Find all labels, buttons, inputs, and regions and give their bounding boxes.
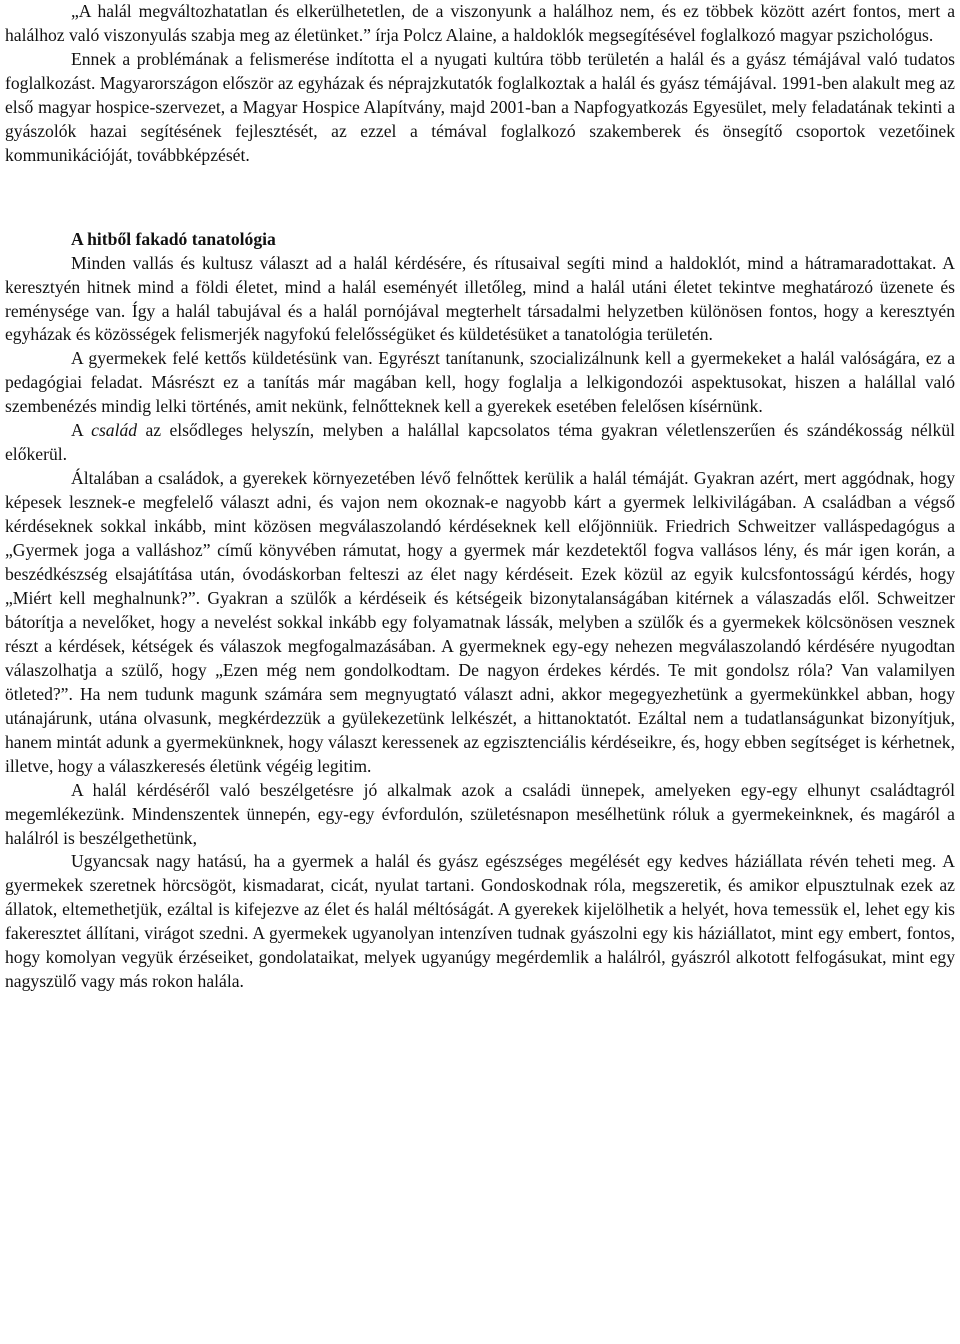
emphasized-word: család (91, 420, 138, 441)
intro-quote-paragraph: „A halál megváltozhatatlan és elkerülhetetlen, de a viszonyunk a halálhoz nem, és ez többek között azért fontos, mert a halálhoz való viszonyulás szabja meg az életünket.” írja Polcz Alaine, a haldoklók megsegítésével foglalkozó magyar pszichológus. (5, 1, 955, 45)
paragraph-3-lead: A (71, 420, 92, 441)
document-page (5, 0, 955, 994)
body-paragraph-4: Általában a családok, a gyerekek környezetében lévő felnőttek kerülik a halál témáját. Gyakran azért, mert aggódnak, hogy képesek lesznek-e megfelelő választ adni, és vajon nem okoznak-e nagyobb kárt a gyermek lelkivilágában. A családban a végső kérdéseknek sokkal inkább, mint közösen megválaszolandó kérdéseknek kell előjönniük. Friedrich Schweitzer valláspedagógus a „Gyermek joga a valláshoz” című könyvében rámutat, hogy a gyermek már kezdetektől fogva vallásos lény, és már igen korán, a beszédkészség elsajátítása után, óvodáskorban felteszi az élet nagy kérdéseit. Ezek közül az egyik kulcsfontosságú kérdés, hogy „Miért kell meghalnunk?”. Gyakran a szülők a kérdéseik és kétségeik bizonytalanságában kitérnek a válaszadás elől. Schweitzer bátorítja a nevelőket, hogy a nevelést sokkal inkább egy folyamatnak lássák, melyben a szülők és a gyermekek kölcsönösen vesznek részt a kérdések, kétségek és válaszok megfogalmazásában. A gyermeknek egy-egy nehezen megválaszolandó kérdésére nyugodtan válaszolhatja a szülő, hogy „Ezen még nem gondolkodtam. De nagyon érdekes kérdés. Te mit gondolsz róla? Van valamilyen ötleted?”. Ha nem tudunk magunk számára sem megnyugtató választ adni, akkor megegyezhetünk a gyermekünkkel abban, hogy utánajárunk, utána olvasunk, megkérdezzük a gyülekezetünk lelkészét, a hittanoktatót. Ezáltal nem a tudatlanságunkat bizonyítjuk, hanem mintát adunk a gyermekünknek, hogy választ keressenek az egzisztenciális kérdéseikre, és, hogy ebben segítséget is kérhetnek, illetve, hogy a válaszkeresés életünk végéig legitim. (5, 468, 955, 776)
section-heading: A hitből fakadó tanatológia (71, 228, 276, 249)
body-paragraph-5: A halál kérdéséről való beszélgetésre jó alkalmak azok a családi ünnepek, amelyeken egy-egy elhunyt családtagról megemlékezünk. Mindenszentek ünnepén, egy-egy évfordulón, születésnapon mesélhetünk róluk a gyermekeinknek, és magáról a halálról is beszélgethetünk, (5, 779, 955, 848)
section-spacer (5, 168, 955, 228)
intro-paragraph: Ennek a problémának a felismerése indította el a nyugati kultúra több területén a halál és a gyász témájával való tudatos foglalkozást. Magyarországon először az egyházak és néprajzkutatók foglalkoztak a halál és gyász témájával. 1991-ben alakult meg az első magyar hospice-szervezet, a Magyar Hospice Alapítvány, majd 2001-ban a Napfogyatkozás Egyesület, mely feladatának tekinti a gyászolók hazai segítésének fejlesztését, az ezzel a témával foglalkozó szakemberek és önsegítő csoportok vezetőinek kommunikációját, továbbképzését. (5, 48, 955, 165)
body-paragraph-3 (5, 419, 955, 467)
body-paragraph-6: Ugyancsak nagy hatású, ha a gyermek a halál és gyász egészséges megélését egy kedves háziállata révén teheti meg. A gyermekek szeretnek hörcsögöt, kismadarat, cicát, nyulat tartani. Gondoskodnak róla, megszeretik, és amikor elpusztulnak ezek az állatok, eltemethetjük, ezáltal is kifejezve az élet és halál méltóságát. A gyerekek kijelölhetik a helyét, hova temessük el, lehet egy kis fakeresztet állítani, virágot szedni. A gyermekek ugyanolyan intenzíven tudnak gyászolni egy kis háziállatot, mint egy embert, fontos, hogy komolyan vegyük érzéseiket, gondolataikat, melyek ugyanúgy megérdemlik a halálról, gyászról alkotott felfogásukat, mint egy nagyszülő vagy más rokon halála. (5, 851, 955, 992)
body-paragraph-2: A gyermekek felé kettős küldetésünk van. Egyrészt tanítanunk, szocializálnunk kell a gyermekeket a halál valóságára, ez a pedagógiai feladat. Másrészt ez a tanítás már magában kell, hogy foglalja a lelkigondozói aspektusokat, hiszen a halállal való szembenézés mindig lelki történés, amit nekünk, felnőtteknek kell a gyerekek esetében felelősen kísérnünk. (5, 348, 955, 417)
body-paragraph-1: Minden vallás és kultusz választ ad a halál kérdésére, és rítusaival segíti mind a haldoklót, mind a hátramaradottakat. A keresztyén hitnek mind a földi életet, mind a halál eseményét illetőleg, mind a halál utáni életet tekintve meghatározó üzenete és reménysége van. Így a halál tabujával és a halál pornójával megterhelt társadalmi helyzetben különösen fontos, hogy a keresztyén egyházak és közösségek felismerjék nagyfokú felelősségüket és küldetésüket a tanatológia területén. (5, 252, 955, 345)
paragraph-3-rest: az elsődleges helyszín, melyben a halállal kapcsolatos téma gyakran véletlenszerűen és szándékosság nélkül előkerül. (5, 420, 956, 465)
